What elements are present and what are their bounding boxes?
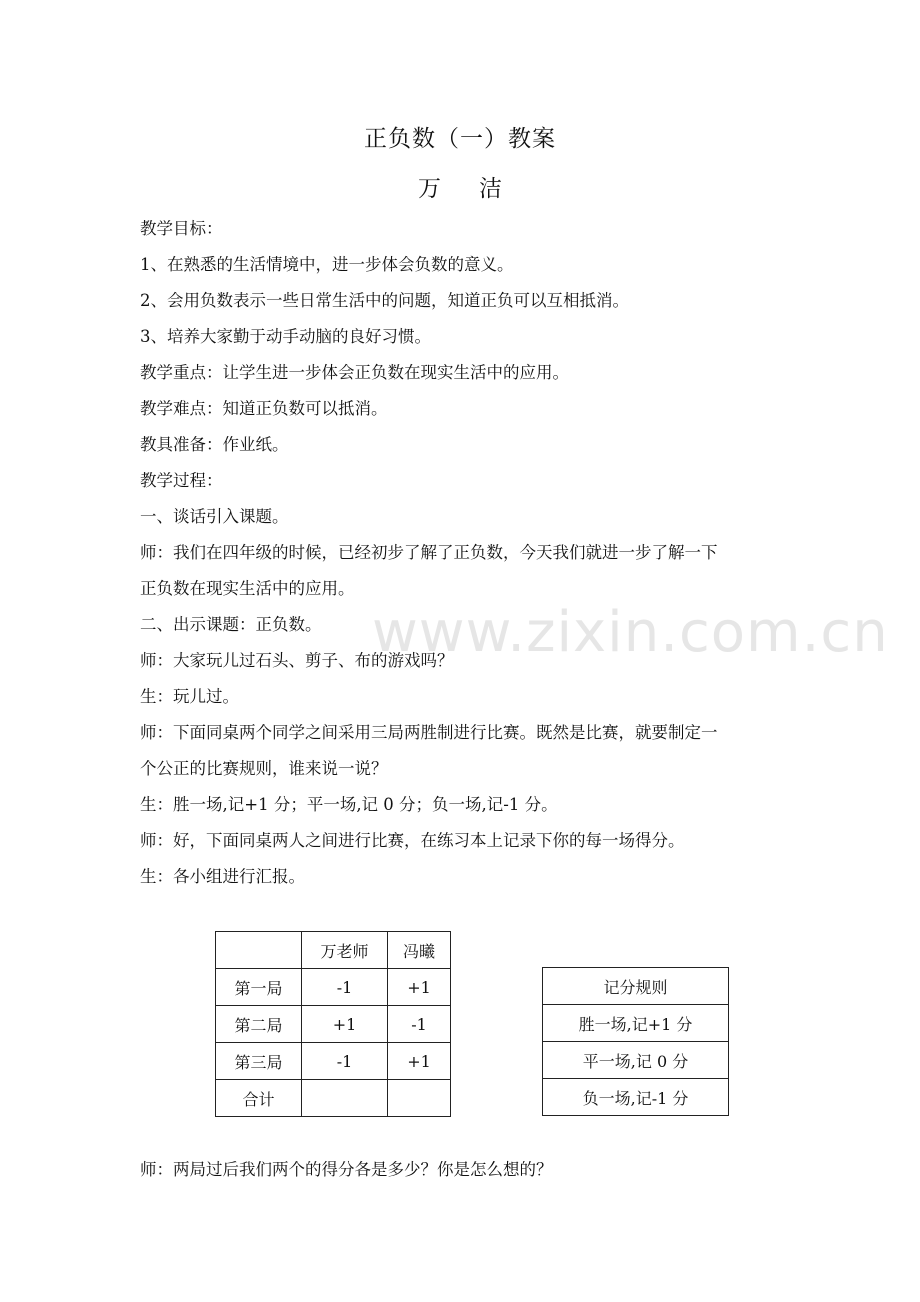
rules-table-row <box>543 968 729 1005</box>
score-table-cell <box>216 932 302 969</box>
score-table-cell: 第三局 <box>216 1043 302 1080</box>
score-table <box>215 931 451 1117</box>
text-line: 教学目标： <box>140 219 223 238</box>
text-line: 教学过程： <box>140 471 223 490</box>
score-table-cell: -1 <box>302 1043 388 1080</box>
score-table-cell <box>302 1080 388 1117</box>
score-table-cell: 第二局 <box>216 1006 302 1043</box>
text-line: 一、谈话引入课题。 <box>140 507 289 526</box>
score-table-row <box>216 1006 451 1043</box>
score-table-row <box>216 1080 451 1117</box>
score-table-cell: 冯曦 <box>388 932 451 969</box>
rules-table-row <box>543 1079 729 1116</box>
text-line: 师：大家玩儿过石头、剪子、布的游戏吗？ <box>140 651 454 670</box>
text-line: 师：我们在四年级的时候，已经初步了解了正负数，今天我们就进一步了解一下 <box>140 543 718 562</box>
text-line: 师：好，下面同桌两人之间进行比赛，在练习本上记录下你的每一场得分。 <box>140 831 685 850</box>
watermark: www.zixin.com.cn <box>372 600 889 665</box>
score-table-cell: 第一局 <box>216 969 302 1006</box>
page-title: 正负数（一）教案 <box>364 126 556 152</box>
rules-table-header: 记分规则 <box>543 968 729 1005</box>
score-table-cell: -1 <box>388 1006 451 1043</box>
score-table-header <box>216 932 451 969</box>
text-line: 正负数在现实生活中的应用。 <box>140 579 355 598</box>
final-line: 师：两局过后我们两个的得分各是多少？你是怎么想的？ <box>140 1160 553 1179</box>
author-char-2: 洁 <box>479 176 502 202</box>
text-line: 师：下面同桌两个同学之间采用三局两胜制进行比赛。既然是比赛，就要制定一 <box>140 723 718 742</box>
score-table-row <box>216 969 451 1006</box>
rules-table-row <box>543 1042 729 1079</box>
score-table-cell: +1 <box>388 1043 451 1080</box>
author-name <box>0 170 920 203</box>
score-table-cell <box>388 1080 451 1117</box>
text-line: 生：各小组进行汇报。 <box>140 867 305 886</box>
text-line: 教学重点：让学生进一步体会正负数在现实生活中的应用。 <box>140 363 569 382</box>
score-table-cell: +1 <box>388 969 451 1006</box>
text-line: 2、会用负数表示一些日常生活中的问题，知道正负可以互相抵消。 <box>140 291 629 310</box>
score-table-cell: -1 <box>302 969 388 1006</box>
text-line: 教具准备：作业纸。 <box>140 435 289 454</box>
score-table-row <box>216 1043 451 1080</box>
score-table-cell: 合计 <box>216 1080 302 1117</box>
text-line: 个公正的比赛规则，谁来说一说？ <box>140 759 388 778</box>
rules-table <box>542 967 729 1116</box>
rules-table-row <box>543 1005 729 1042</box>
text-line: 3、培养大家勤于动手动脑的良好习惯。 <box>140 327 431 346</box>
text-line: 生：玩儿过。 <box>140 687 239 706</box>
text-line: 1、在熟悉的生活情境中，进一步体会负数的意义。 <box>140 255 514 274</box>
text-line: 二、出示课题：正负数。 <box>140 615 322 634</box>
rules-table-cell: 平一场,记 0 分 <box>543 1042 729 1079</box>
rules-table-cell: 负一场,记-1 分 <box>543 1079 729 1116</box>
author-char-1: 万 <box>418 176 441 202</box>
text-line: 教学难点：知道正负数可以抵消。 <box>140 399 388 418</box>
score-table-cell: 万老师 <box>302 932 388 969</box>
score-table-cell: +1 <box>302 1006 388 1043</box>
rules-table-cell: 胜一场,记+1 分 <box>543 1005 729 1042</box>
text-line: 生：胜一场,记+1 分；平一场,记 0 分；负一场,记-1 分。 <box>140 795 558 814</box>
